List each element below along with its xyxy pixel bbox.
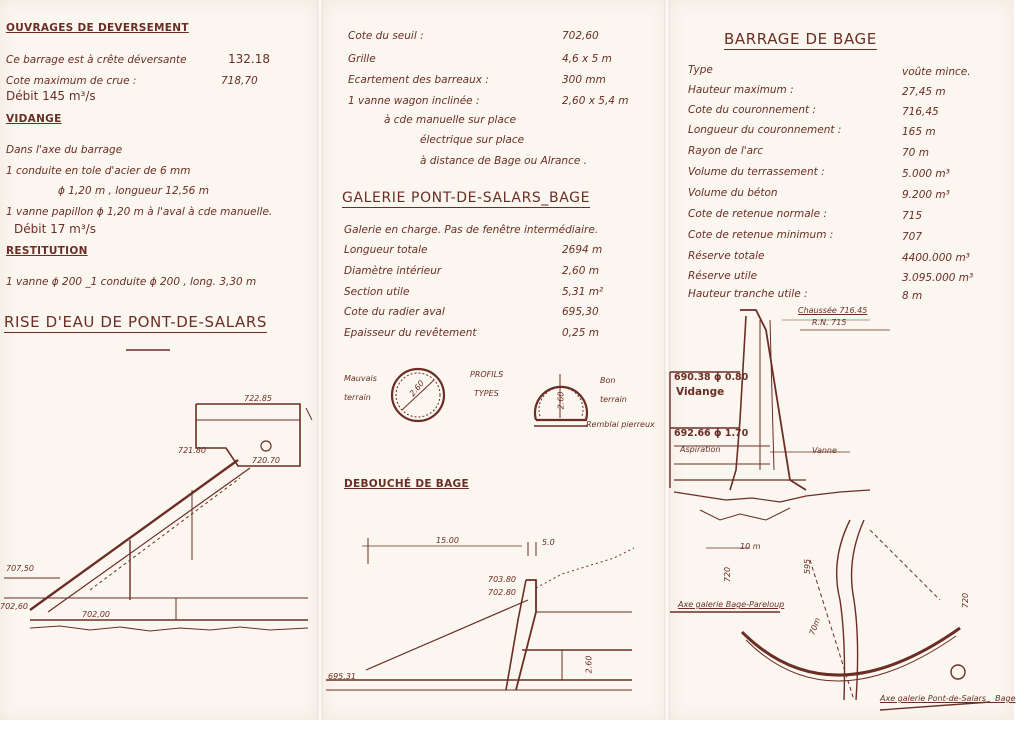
debouche-heading: DEBOUCHÉ DE BAGE — [344, 478, 469, 490]
seuil-label: Cote du seuil : — [348, 30, 424, 42]
barrage-value: 165 m — [902, 126, 936, 138]
section-vanne: Vanne — [812, 446, 837, 455]
barrage-label: Longueur du couronnement : — [688, 124, 842, 136]
debouche-label: 15.00 — [436, 536, 459, 545]
commande-line: électrique sur place — [420, 134, 525, 146]
galerie-value: 695,30 — [562, 306, 599, 318]
vidange-heading: VIDANGE — [6, 113, 62, 125]
profil-diameter: 2.60 — [556, 391, 566, 410]
barrage-value: 707 — [902, 231, 923, 243]
vidange-line: 1 conduite en tole d'acier de 6 mm — [6, 165, 191, 177]
seuil-value: 2,60 x 5,4 m — [562, 95, 629, 107]
barrage-label: Réserve utile — [688, 270, 758, 282]
drawing-label: 702,00 — [82, 610, 110, 619]
barrage-label: Cote du couronnement : — [688, 104, 817, 116]
profil-diameter: 2.60 — [407, 378, 427, 399]
barrage-label: Rayon de l'arc — [688, 145, 764, 157]
prise-title: RISE D'EAU DE PONT-DE-SALARS — [4, 313, 268, 331]
galerie-label: Cote du radier aval — [344, 306, 445, 318]
seuil-value: 702,60 — [562, 30, 599, 42]
barrage-label: Type — [688, 64, 713, 76]
drawing-label: 721.80 — [178, 446, 206, 455]
drawing-label: 702,60 — [0, 602, 28, 611]
section-rn: R.N. 715 — [812, 318, 847, 327]
commande-line: à distance de Bage ou Alrance . — [420, 155, 587, 167]
vidange-line: 1 vanne papillon ϕ 1,20 m à l'aval à cde manuelle. — [6, 206, 273, 218]
barrage-value: 715 — [902, 210, 923, 222]
barrage-value: 70 m — [902, 147, 929, 159]
plan-radius: 70m — [807, 616, 823, 637]
barrage-label: Cote de retenue minimum : — [688, 229, 834, 241]
seuil-value: 300 mm — [562, 74, 606, 86]
barrage-value: 8 m — [902, 290, 923, 302]
barrage-value: voûte mince. — [902, 66, 971, 78]
galerie-heading: GALERIE PONT-DE-SALARS_BAGE — [342, 190, 591, 206]
deversement-row-label: Cote maximum de crue : — [6, 75, 137, 87]
barrage-label: Cote de retenue normale : — [688, 208, 827, 220]
barrage-label: Volume du béton — [688, 187, 778, 199]
vidange-line: Dans l'axe du barrage — [6, 144, 123, 156]
barrage-value: 9.200 m³ — [902, 189, 950, 201]
galerie-label: Diamètre intérieur — [344, 265, 442, 277]
debouche-label: 702.80 — [488, 588, 516, 597]
profil-remblai: Remblai pierreux — [586, 420, 655, 429]
barrage-label: Réserve totale — [688, 250, 765, 262]
galerie-intro: Galerie en charge. Pas de fenêtre intermédiaire. — [344, 224, 599, 236]
deversement-debit: Débit 145 m³/s — [6, 89, 96, 103]
drawing-label: 722.85 — [244, 394, 272, 403]
profil-types: TYPES — [474, 389, 499, 398]
drawing-label: 720.70 — [252, 456, 280, 465]
galerie-label: Epaisseur du revêtement — [344, 327, 477, 339]
barrage-title: BARRAGE DE BAGE — [724, 30, 877, 48]
barrage-section-drawing — [670, 0, 1014, 720]
deversement-row-value: 718,70 — [221, 75, 258, 87]
barrage-label: Volume du terrassement : — [688, 166, 825, 178]
restitution-heading: RESTITUTION — [6, 245, 88, 257]
profil-title: PROFILS — [470, 370, 504, 379]
plan-cote: 720 — [961, 592, 971, 609]
seuil-value: 4,6 x 5 m — [562, 53, 612, 65]
barrage-value: 4400.000 m³ — [902, 252, 970, 264]
deversement-row-value: 132.18 — [228, 52, 270, 66]
debouche-label: 2.60 — [584, 655, 594, 674]
restitution-line: 1 vanne ϕ 200 _1 conduite ϕ 200 , long. 3,30 m — [6, 276, 257, 288]
plan-cote: 595 — [803, 558, 813, 575]
commande-line: à cde manuelle sur place — [384, 114, 517, 126]
galerie-value: 5,31 m² — [562, 286, 604, 298]
plan-axe1: Axe galerie Bage-Pareloup — [678, 600, 785, 609]
seuil-label: Grille — [348, 53, 376, 65]
galerie-value: 0,25 m — [562, 327, 599, 339]
seuil-label: 1 vanne wagon inclinée : — [348, 95, 480, 107]
barrage-value: 5.000 m³ — [902, 168, 950, 180]
deversement-heading: OUVRAGES DE DEVERSEMENT — [6, 22, 189, 34]
galerie-value: 2,60 m — [562, 265, 599, 277]
seuil-label: Ecartement des barreaux : — [348, 74, 489, 86]
vidange-line: ϕ 1,20 m , longueur 12,56 m — [58, 185, 209, 197]
section-vidange: Vidange — [676, 386, 725, 398]
vidange-debit: Débit 17 m³/s — [14, 222, 96, 236]
plan-cote: 720 — [723, 566, 733, 583]
barrage-value: 27,45 m — [902, 86, 946, 98]
section-chaussee: Chaussée 716.45 — [798, 306, 868, 315]
barrage-value: 716,45 — [902, 106, 939, 118]
debouche-drawing — [322, 0, 666, 720]
profil-bon: Bon terrain — [600, 376, 627, 404]
debouche-label: 695.31 — [328, 672, 356, 681]
section-ten: 10 m — [740, 542, 761, 551]
barrage-value: 3.095.000 m³ — [902, 272, 974, 284]
drawing-label: 707,50 — [6, 564, 34, 573]
barrage-label: Hauteur tranche utile : — [688, 288, 808, 300]
galerie-value: 2694 m — [562, 244, 603, 256]
galerie-label: Section utile — [344, 286, 410, 298]
debouche-label: 703.80 — [488, 575, 516, 584]
galerie-label: Longueur totale — [344, 244, 428, 256]
profil-mauvais: Mauvais terrain — [344, 374, 377, 402]
section-aspiration: Aspiration — [680, 445, 721, 454]
deversement-row-label: Ce barrage est à crête déversante — [6, 54, 187, 66]
plan-axe2: Axe galerie Pont-de-Salars _ Bage — [880, 694, 1016, 703]
section-aspiration-cote: 692.66 ϕ 1.70 — [674, 428, 749, 439]
section-vidange-cote: 690.38 ϕ 0.80 — [674, 372, 749, 383]
prise-drawing — [0, 0, 318, 720]
debouche-label: 5.0 — [542, 538, 555, 547]
barrage-label: Hauteur maximum : — [688, 84, 794, 96]
